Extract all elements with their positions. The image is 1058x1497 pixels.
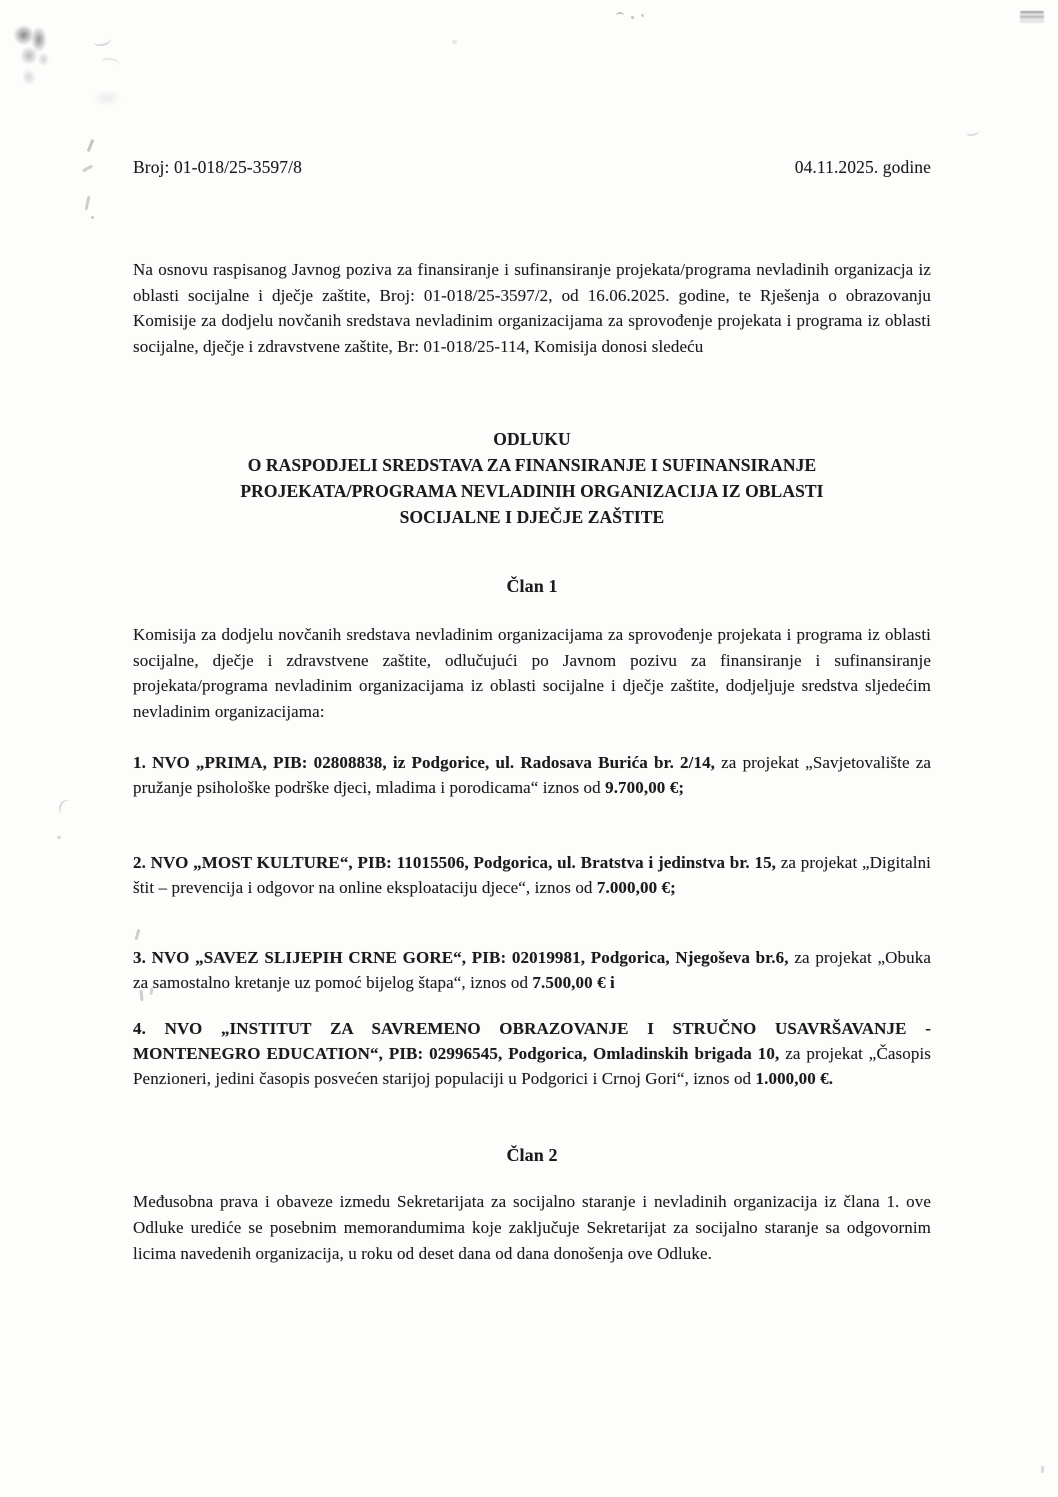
grant-item bbox=[133, 1016, 931, 1091]
decision-title-line: SOCIJALNE I DJEČJE ZAŠTITE bbox=[399, 507, 665, 527]
text-segment: 4. NVO „INSTITUT ZA SAVREMENO OBRAZOVANJE I STRUČNO USAVRŠAVANJE - MONTENEGRO EDUCATION“, PIB: 02996545, Podgorica, Omladinskih brigada 10, bbox=[133, 1019, 931, 1063]
grant-item bbox=[133, 850, 931, 900]
text-segment: 3. NVO „SAVEZ SLIJEPIH CRNE GORE“, PIB: 02019981, Podgorica, Njegoševa br.6, bbox=[133, 948, 795, 967]
scan-noise bbox=[966, 127, 980, 137]
scan-noise bbox=[84, 84, 130, 112]
scan-noise bbox=[92, 32, 112, 47]
doc-date: 04.11.2025. godine bbox=[794, 157, 931, 177]
scan-noise bbox=[616, 12, 624, 19]
scan-noise bbox=[641, 14, 644, 17]
scan-noise bbox=[99, 57, 121, 74]
scan-noise bbox=[82, 165, 93, 173]
article-1-paragraph: Komisija za dodjelu novčanih sredstava nevladinim organizacijama za sprovođenje projekata i programa iz oblasti socijalne, dječje i zdravstvene zaštite, odlučujući po Javnom pozivu za finansiranje i sufinansiranje projekata/programa nevladinim organizacijama iz oblasti socijalne i dječje zaštite, dodjeljuje sredstva sljedećim nevladinim organizacijama: bbox=[133, 625, 931, 721]
decision-title-line: O RASPODJELI SREDSTAVA ZA FINANSIRANJE I SUFINANSIRANJE bbox=[247, 455, 817, 475]
text-segment: 2. NVO „MOST KULTURE“, PIB: 11015506, Podgorica, ul. Bratstva i jedinstva br. 15, bbox=[133, 853, 781, 872]
decision-title-line: ODLUKU bbox=[493, 429, 571, 449]
scan-noise bbox=[85, 196, 91, 210]
text-segment: za projekat „Obuka za samostalno kretanje uz pomoć bijelog štapa“, iznos od bbox=[133, 948, 931, 992]
text-segment: 1. NVO „PRIMA, PIB: 02808838, iz Podgorice, ul. Radosava Burića br. 2/14, bbox=[133, 753, 722, 772]
preamble-paragraph: Na osnovu raspisanog Javnog poziva za finansiranje i sufinansiranje projekata/programa nevladinih organizacja iz oblasti socijalne i dječje zaštite, Broj: 01-018/25-3597/2, od 16.06.2025. godine, te Rješenja o obrazovanju Komisije za dodjelu novčanih sredstava nevladinim organizacijama za sprovođenje projekata i programa iz oblasti socijalne, dječje i zdravstvene zaštite, Br: 01-018/25-114, Komisija donosi sledeću bbox=[133, 260, 931, 356]
article-2-paragraph: Međusobna prava i obaveze izmedu Sekretarijata za socijalno staranje i nevladinih organizacija iz člana 1. ove Odluke urediće se posebnim memorandumima koje zaključuje Sekretarijat za socijalno staranje sa odgovornim licima navedenih organizacija, u roku od deset dana od dana donošenja ove Odluke. bbox=[133, 1192, 931, 1263]
grant-item bbox=[133, 750, 931, 800]
scan-noise bbox=[452, 40, 457, 44]
text-segment: 7.500,00 € i bbox=[532, 973, 615, 992]
ink-smudge bbox=[18, 66, 42, 94]
document-header bbox=[133, 155, 931, 181]
text-segment: 7.000,00 €; bbox=[596, 878, 676, 897]
scan-noise bbox=[87, 139, 95, 152]
doc-number: Broj: 01-018/25-3597/8 bbox=[133, 157, 302, 177]
grant-item bbox=[133, 945, 931, 995]
scan-noise bbox=[1041, 1466, 1044, 1473]
text-segment: za projekat „Savjetovalište za pružanje psihološke podrške djeci, mladima i porodicama“ iznos od bbox=[133, 753, 931, 797]
text-segment: 1.000,00 €. bbox=[755, 1069, 834, 1088]
ink-smudge bbox=[13, 24, 51, 68]
text-segment: za projekat „Časopis Penzioneri, jedini časopis posvećen starijoj populaciji u Podgorici i Crnoj Gori“, iznos od bbox=[133, 1044, 931, 1088]
scan-noise bbox=[57, 836, 61, 839]
scan-noise bbox=[135, 929, 141, 940]
decision-title bbox=[133, 426, 931, 530]
scan-noise bbox=[56, 797, 78, 819]
ink-smudge bbox=[1020, 11, 1044, 23]
text-segment: 9.700,00 €; bbox=[605, 778, 685, 797]
scan-noise bbox=[631, 16, 634, 19]
text-segment: za projekat „Digitalni štit – prevencija i odgovor na online eksploataciju djece“, iznos od bbox=[133, 853, 931, 897]
scan-noise bbox=[91, 216, 94, 219]
article-2-heading: Član 2 bbox=[506, 1145, 558, 1165]
decision-title-line: PROJEKATA/PROGRAMA NEVLADINIH ORGANIZACIJA IZ OBLASTI bbox=[240, 481, 824, 501]
article-1-heading: Član 1 bbox=[506, 576, 558, 596]
